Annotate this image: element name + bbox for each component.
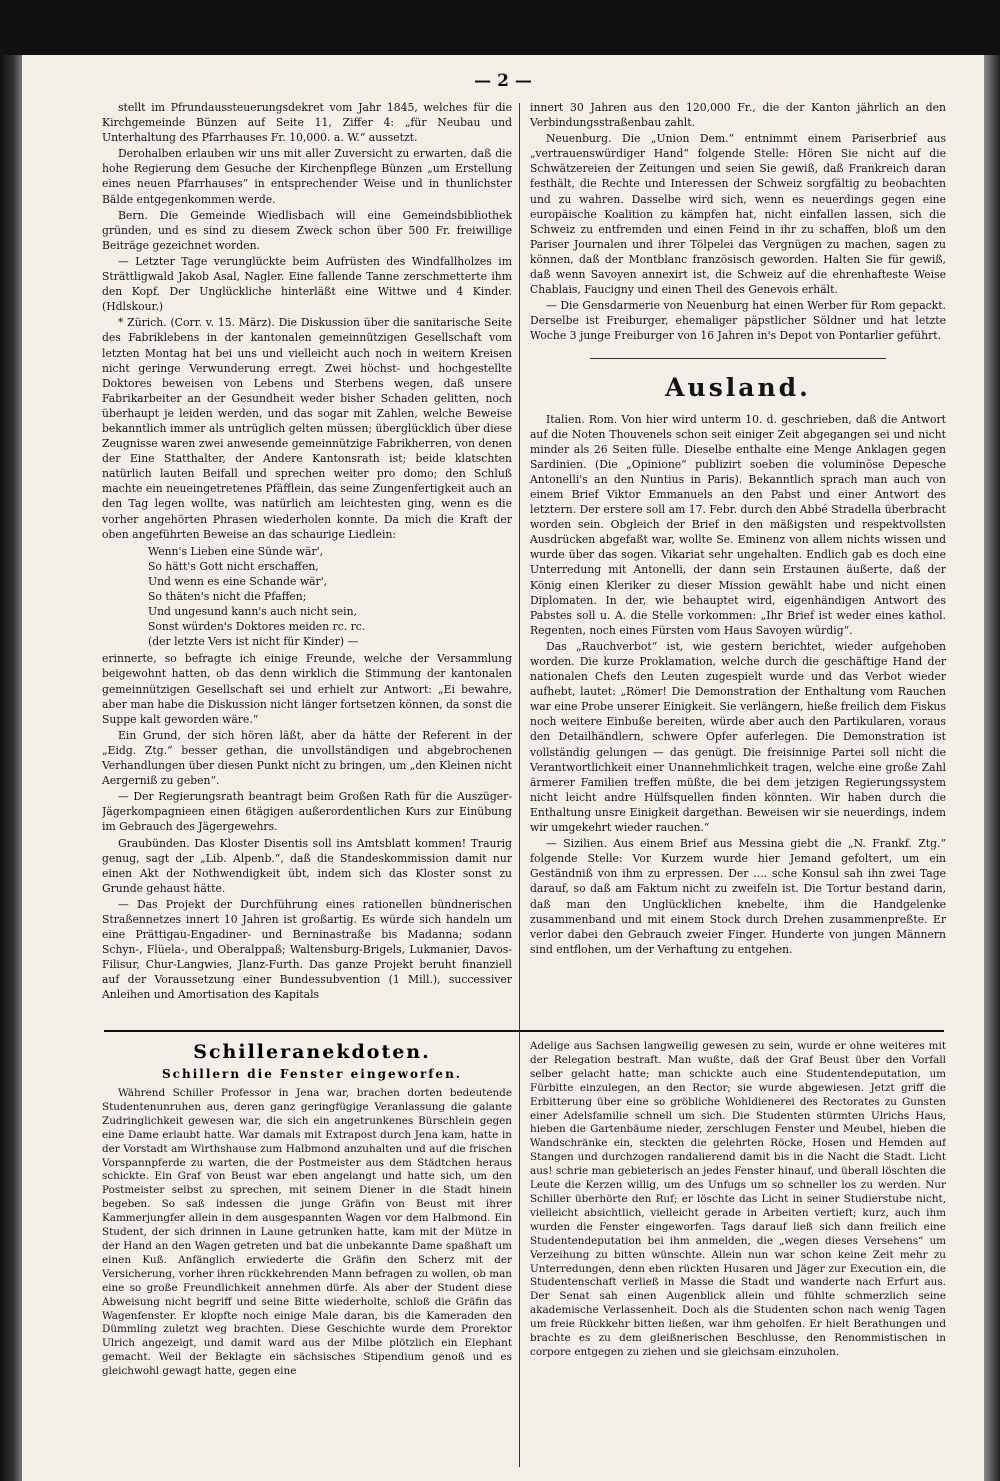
feuilleton-title: Schilleranekdoten.: [193, 1041, 431, 1063]
verse-line: Und wenn es eine Schande wär',: [148, 574, 328, 588]
article-paragraph: Graubünden. Das Kloster Disentis soll ins Amtsblatt kommen! Traurig genug, sagt der „Lib. Alpenb.“, daß die Standeskommission damit nur einen Akt der Nothwendigkeit übt, indem sich das Kloster sonst zu Grunde gehaust hätte.: [102, 836, 512, 895]
left-column-continued: [102, 651, 512, 1002]
feuilleton-subtitle: Schillern die Fenster eingeworfen.: [162, 1067, 462, 1081]
article-paragraph: — Die Gensdarmerie von Neuenburg hat einen Werber für Rom gepackt. Derselbe ist Freiburger, ehemaliger päpstlicher Söldner und hat letzte Woche 3 junge Freiburger von 16 Jahren in's Depot von Pontarlier geführt.: [530, 299, 946, 343]
ausland-heading: Ausland.: [665, 372, 811, 402]
article-paragraph: — Letzter Tage verunglückte beim Aufrüsten des Windfallholzes im Strättligwald Jakob Asal, Nagler. Eine fallende Tanne zerschmetterte ihm den Kopf. Der Unglückliche hinterläßt eine Wittwe und 4 Kinder. (Hdlskour.): [102, 254, 512, 314]
verse-line: So thäten's nicht die Pfaffen;: [148, 590, 307, 603]
verse-block: [148, 544, 512, 650]
left-column: [102, 100, 512, 1070]
left-column-articles: [102, 100, 512, 542]
verse-line: (der letzte Vers ist nicht für Kinder) —: [148, 635, 359, 649]
article-paragraph: innert 30 Jahren aus den 120,000 Fr., die der Kanton jährlich an den Verbindungsstraßenbau zahlt.: [530, 101, 946, 130]
article-paragraph: Bern. Die Gemeinde Wiedlisbach will eine Gemeindsbibliothek gründen, und es sind zu diesem Zweck schon über 500 Fr. freiwillige Beiträge gezeichnet worden.: [102, 208, 512, 252]
column-divider: [519, 103, 520, 1068]
article-paragraph: — Das Projekt der Durchführung eines rationellen bündnerischen Straßennetzes innert 10 Jahren ist großartig. Es würde sich handeln um eine Prättigau-Engadiner- und Berninastraße bis Madanna; sodann Schyn-, Flüela-, und Oberalppaß; Waltensburg-Brigels, Lukmanier, Davos-Filisur, Chur-Langwies, Jlanz-Furth. Das ganze Projekt beruht finanziell auf der Voraussetzung einer Bundessubvention (1 Mill.), successiver Anleihen und Amortisation des Kapitals: [102, 897, 512, 1002]
right-column: [530, 100, 946, 1070]
article-paragraph: erinnerte, so befragte ich einige Freunde, welche der Versammlung beigewohnt hatten, ob das denn wirklich die Stimmung der kantonalen gemeinnützigen Gesellschaft sei und erhielt zur Antwort: „Ei bewahre, aber man habe die Diskussion nicht länger fortsetzen können, da sonst die Suppe kalt geworden wäre.“: [102, 652, 512, 726]
page-number: — 2 —: [474, 71, 532, 91]
article-paragraph: Derohalben erlauben wir uns mit aller Zuversicht zu erwarten, daß die hohe Regierung dem Gesuche der Kirchenpflege Bünzen „um Erstellung eines neuen Pfarrhauses“ in entsprechender Weise und in thunlichster Bälde entgegenkommen werde.: [102, 147, 512, 206]
article-paragraph: Ein Grund, der sich hören läßt, aber da hätte der Referent in der „Eidg. Ztg.“ besser gethan, die unvollständigen und abgebrochenen Verhandlungen über diesen Punkt nicht zu bringen, um „den Kleinen nicht Aergerniß zu geben“.: [102, 728, 512, 788]
newspaper-page: [22, 55, 984, 1481]
verse-line: Sonst würden's Doktores meiden rc. rc.: [148, 620, 366, 634]
article-paragraph: Italien. Rom. Von hier wird unterm 10. d. geschrieben, daß die Antwort auf die Noten Thouvenels schon seit einiger Zeit abgegangen sei und nicht minder als 26 Seiten fülle. Dieselbe enthalte eine Menge Anklagen gegen Sardinien. (Die „Opinione“ publizirt soeben die voluminöse Depesche Antonelli's an den Nuntius in Paris). Bekanntlich sprach man auch von einem Brief Viktor Emmanuels an den Pabst und einer Antwort des letztern. Der erstere soll am 17. Febr. durch den Abbé Stradella überbracht worden sein. Obgleich der Brief in den mäßigsten und respektvollsten Ausdrücken abgefaßt war, wollte Se. Eminenz von allem nichts wissen und wurde über das sogen. Vikariat sehr ungehalten. Endlich gab es doch eine Unterredung mit Antonelli, der dann sein Erstaunen äußerte, daß der König einen Kleriker zu dieser Mission gewählt habe und nicht einen Diplomaten. In der, wie behauptet wird, eigenhändigen Antwort des Pabstes soll u. A. die Stelle vorkommen: „Ihr Brief ist weder eines kathol. Regenten, noch eines Fürsten vom Haus Savoyen würdig“.: [530, 412, 946, 637]
article-paragraph: * Zürich. (Corr. v. 15. März). Die Diskussion über die sanitarische Seite des Fabriklebens in der kantonalen gemeinnützigen Gesellschaft vom letzten Montag hat bei uns und vielleicht auch noch in weitern Kreisen nicht geringe Verwunderung erregt. Zwei höchst- und hochgestellte Doktores beweisen von Lebens und Sterbens wegen, daß unsere Fabrikarbeiter an der Gesundheit weder bisher Schaden gelitten, noch überhaupt je leiden werden, und das sogar mit Zahlen, welche Beweise bekanntlich immer als untrüglich gelten müssen; überglücklich über diese Zeugnisse waren zwei anwesende gemeinnützige Fabrikherren, von denen der Eine Statthalter, der Andere Kantonsrath ist; beide klatschten natürlich lauten Beifall und sprechen weiter pro domo; den Schluß machte ein neueingetretenes Pfäfflein, das seine Zungenfertigkeit auch an den Tag legen wollte, was natürlich am leichtesten ging, wenn es die vorher angehörten Phrasen wiederholen konnte. Da mich die Kraft der oben angeführten Beweise an das schaurige Liedlein:: [102, 316, 512, 541]
verse-line: Wenn's Lieben eine Sünde wär',: [148, 544, 324, 558]
feuilleton-rule: [104, 1030, 944, 1032]
article-paragraph: — Sizilien. Aus einem Brief aus Messina giebt die „N. Frankf. Ztg.“ folgende Stelle: Vor Kurzem wurde hier Jemand gefoltert, um ein Geständniß von ihm zu erpressen. Der .... sche Konsul sah ihn zwei Tage darauf, so daß am Faktum nicht zu zweifeln ist. Die Tortur bestand darin, daß man den Unglücklichen knebelte, ihm die Handgelenke zusammenband und mit einem Stock durch Drehen zusammenpreßte. Er verlor dabei den Gebrauch zweier Finger. Hunderte von jungen Männern sind entflohen, um der Verhaftung zu entgehen.: [530, 837, 946, 956]
page-edge: [984, 55, 1000, 1481]
article-paragraph: Während Schiller Professor in Jena war, brachen dorten bedeutende Studentenunruhen aus, deren ganz geringfügige Veranlassung die galante Zudringlichkeit gewesen war, die sich ein angetrunkenes Bürschlein gegen eine Dame erlaubt hatte. War damals mit Extrapost durch Jena kam, hatte in der Vorstadt am Wirthshause zum Halbmond anzuhalten und auf die frischen Vorspannpferde zu warten, die der Postmeister aus dem Städtchen heraus schickte. Ein Graf von Beust war eben angelangt und hatte sich, um den Postmeister selbst zu sprechen, mit seinem Diener in die Stadt hinein begeben. So saß indessen die junge Gräfin von Beust mit ihrer Kammerjungfer allein in dem ausgespannten Wagen vor dem Halbmond. Ein Student, der sich drinnen in Laune getrunken hatte, kam mit der Mütze in der Hand an den Wagen getreten und bat die unbekannte Dame spaßhaft um einen Kuß. Anfänglich erwiederte die Gräfin den Scherz mit der Versicherung, vorher ihren rückkehrenden Mann befragen zu wollen, ob man eine so große Freundlichkeit annehmen dürfe. Als aber der Student diese Abweisung nicht begriff und seine Bitte wiederholte, schloß die Gräfin das Wagenfenster. Er klopfte noch einige Male daran, bis die Kameraden den Dümmling zuletzt weg brachten. Diese Geschichte wurde dem Prorektor Ulrich angezeigt, und damit ward aus der Milbe plötzlich ein Elephant gemacht. Weil der Beklagte ein sächsisches Stipendium genoß und es gleichwohl gewagt hatte, gegen eine: [102, 1087, 512, 1378]
article-paragraph: Das „Rauchverbot“ ist, wie gestern berichtet, wieder aufgehoben worden. Die kurze Proklamation, welche durch die geschäftige Hand der nationalen Chefs den Leuten zugespielt wurde und das Verbot wieder aufhebt, lautet: „Römer! Die Demonstration der Enthaltung vom Rauchen war eine Probe unserer Einigkeit. Sie verlängern, hieße freilich dem Fiskus noch weitere Einbuße bereiten, würde aber auch den Partikularen, voraus den Detailhändlern, schwere Opfer auferlegen. Die Demonstration ist vollständig gelungen — das genügt. Die freisinnige Partei soll nicht die Verantwortlichkeit einer Unannehmlichkeit tragen, welche eine große Zahl ärmerer Familien treffen müßte, die bei dem jetzigen Regierungssystem nicht leicht andre Hülfsquellen finden könnten. Wir haben durch die Enthaltung unsre Einigkeit dargethan. Beweisen wir sie neuerdings, indem wir umgekehrt wieder rauchen.“: [530, 639, 946, 835]
feuilleton-divider: [519, 1037, 520, 1467]
verse-line: Und ungesund kann's auch nicht sein,: [148, 605, 357, 619]
book-spine: [0, 55, 22, 1481]
article-paragraph: Adelige aus Sachsen langweilig gewesen zu sein, wurde er ohne weiteres mit der Relegation bestraft. Man wußte, daß der Graf Beust über den Vorfall selber gelacht hatte; man schickte auch eine Studentendeputation, um Fürbitte einzulegen, an den Rector; sie wurde abgewiesen. Jetzt griff die Erbitterung über eine so gröbliche Wohldienerei des Rectorates zu Gunsten einer Adelsfamilie schnell um sich. Die Studenten stürmten Ulrichs Haus, hieben die Gartenbäume nieder, zerschlugen Fenster und Meubel, hieben die Wandschränke ein, steckten die gelehrten Röcke, Hosen und Hemden auf Stangen und durchzogen randalierend damit bis in die Nacht die Stadt. Licht aus! schrie man gebieterisch an jedes Fenster hinauf, und überall löschten die Leute die Kerzen willig, um des Unfugs um so schneller los zu werden. Nur Schiller überhörte den Ruf; er löschte das Licht in seiner Studierstube nicht, vielleicht absichtlich, vielleicht gerade in Arbeiten vertieft; kurz, auch ihm wurden die Fenster eingeworfen. Tags darauf ließ sich dann freilich eine Studentendeputation bei ihm anmelden, die „wegen dieses Versehens“ um Verzeihung zu bitten wünschte. Allein nun war schon keine Zeit mehr zu Unterredungen, denn eben rückten Husaren und Jäger zur Execution ein, die Studentenschaft verließ in Masse die Stadt und wanderte nach Erfurt aus. Der Senat sah einen Augenblick allein und fühlte schmerzlich seine akademische Verlassenheit. Doch als die Studenten schon nach wenig Tagen um freie Rückkehr bitten ließen, war ihm geholfen. Er hielt Berathungen und brachte es zu dem gleißnerischen Beschlusse, den Renommistischen in corpore entgegen zu ziehen und sie gleichsam einzuholen.: [530, 1040, 946, 1358]
section-rule: [590, 358, 886, 359]
article-paragraph: stellt im Pfrundaussteuerungsdekret vom Jahr 1845, welches für die Kirchgemeinde Bünzen auf Seite 11, Ziffer 4: „für Neubau und Unterhaltung des Pfarrhauses Fr. 10,000. a. W.“ aussetzt.: [102, 101, 512, 145]
article-paragraph: — Der Regierungsrath beantragt beim Großen Rath für die Auszüger-Jägerkompagnieen einen 6tägigen außerordentlichen Kurs zur Einübung im Gebrauch des Jägergewehrs.: [102, 790, 512, 834]
feuilleton-left: [102, 1087, 512, 1472]
verse-line: So hätt's Gott nicht erschaffen,: [148, 559, 319, 573]
article-paragraph: Neuenburg. Die „Union Dem.“ entnimmt einem Pariserbrief aus „vertrauenswürdiger Hand“ folgende Stelle: Hören Sie nicht auf die Schwätzereien der Zeitungen und seien Sie gewiß, daß Frankreich daran festhält, die Rechte und Interessen der Schweiz sorgfältig zu beobachten und zu wahren. Dasselbe wird sich, wenn es neuerdings gegen eine europäische Koalition zu kämpfen hat, nicht einfallen lassen, sich die Schweiz zu entfremden und einen Feind in ihr zu schaffen, bloß um den Pariser Journalen und ihrer Tölpelei das Vergnügen zu machen, sagen zu können, daß der Montblanc französisch geworden. Halten Sie für gewiß, daß wenn Savoyen annexirt ist, die Schweiz auf die ehrenhafteste Weise Chablais, Faucigny und einen Theil des Genevois erhält.: [530, 132, 946, 297]
feuilleton-right: [530, 1040, 946, 1470]
